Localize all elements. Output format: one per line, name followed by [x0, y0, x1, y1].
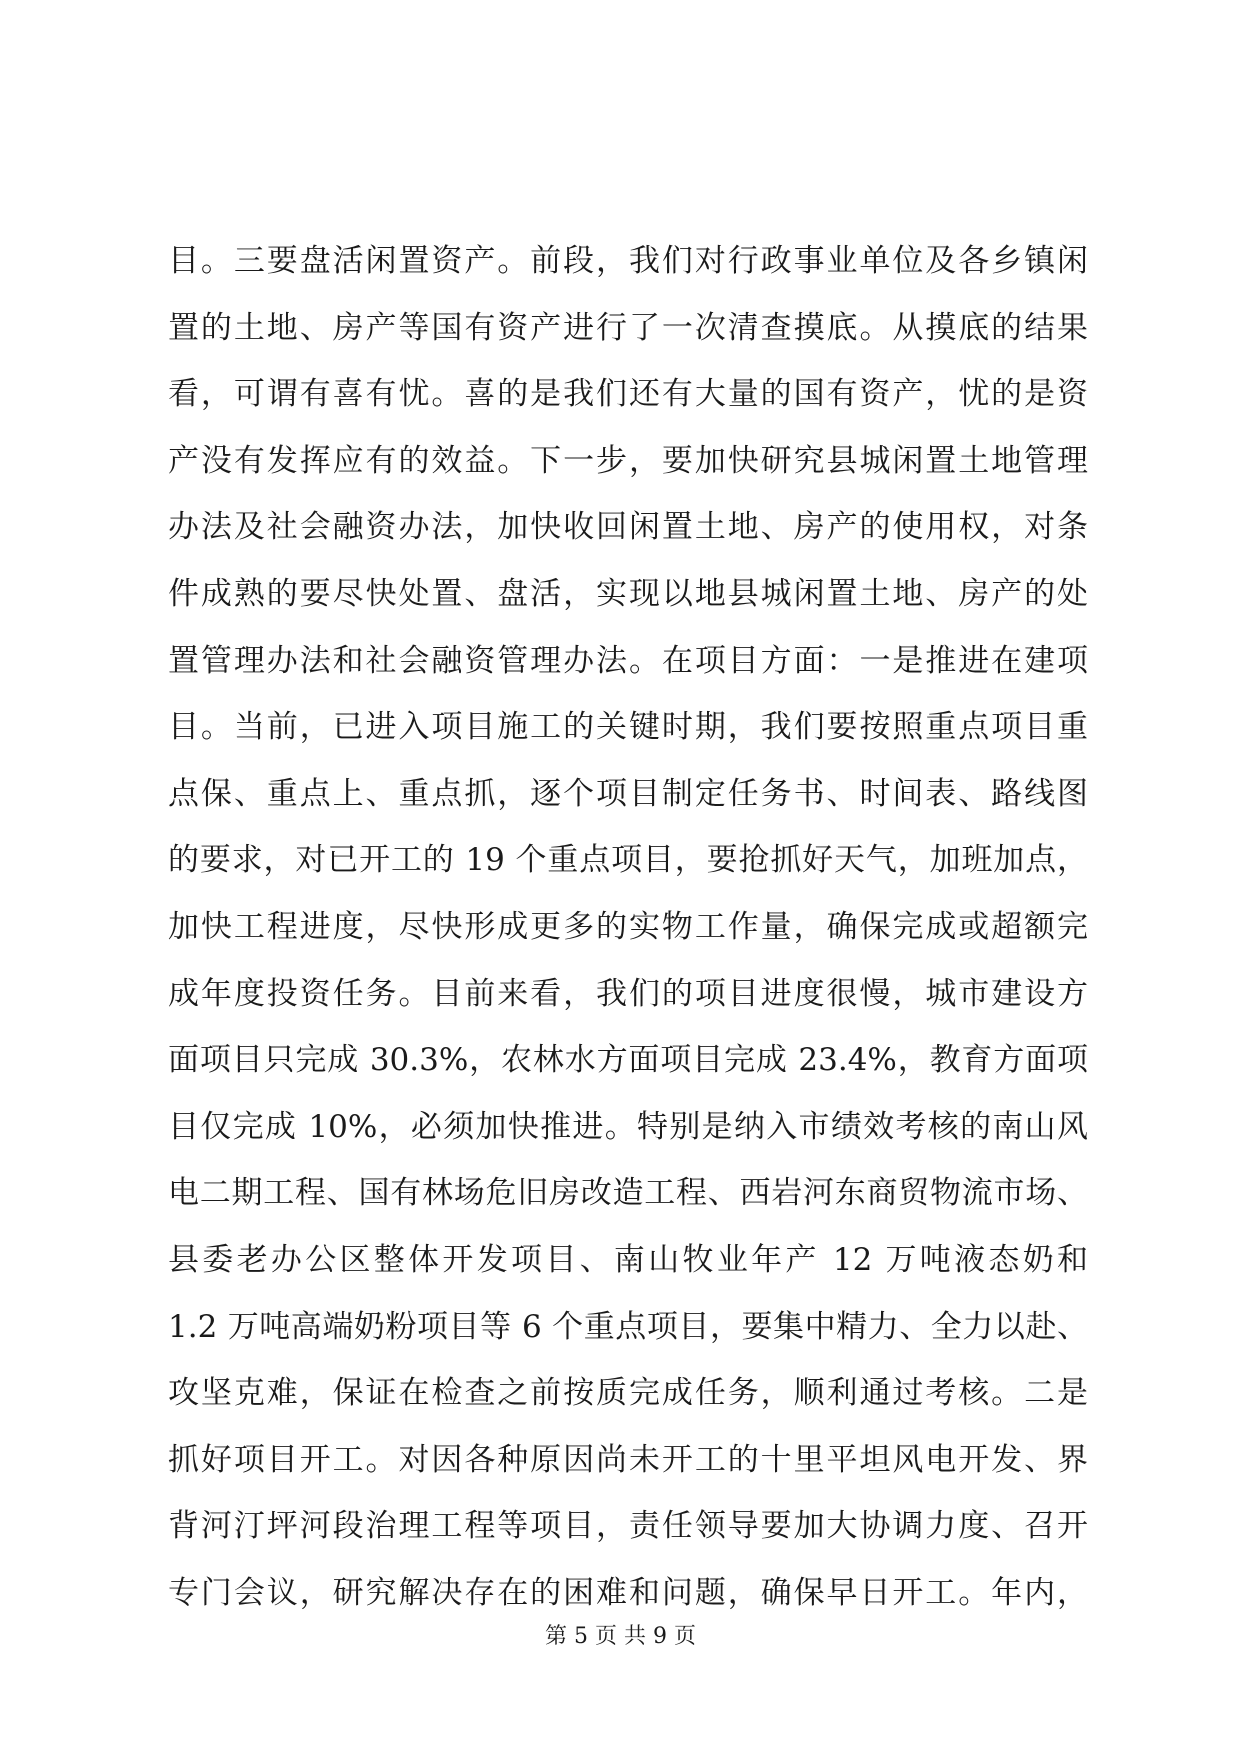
text-line: 目仅完成 10%，必须加快推进。特别是纳入市绩效考核的南山风: [168, 1108, 1088, 1145]
text-line: 看，可谓有喜有忧。喜的是我们还有大量的国有资产，忧的是资: [168, 376, 1088, 413]
text-line: 点保、重点上、重点抓，逐个项目制定任务书、时间表、路线图: [168, 775, 1088, 812]
text-line: 1.2 万吨高端奶粉项目等 6 个重点项目，要集中精力、全力以赴、: [168, 1308, 1088, 1345]
text-line: 面项目只完成 30.3%，农林水方面项目完成 23.4%，教育方面项: [168, 1042, 1088, 1079]
text-line: 办法及社会融资办法，加快收回闲置土地、房产的使用权，对条: [168, 509, 1088, 546]
text-line: 置的土地、房产等国有资产进行了一次清查摸底。从摸底的结果: [168, 309, 1088, 346]
page-number-footer: 第 5 页 共 9 页: [545, 1624, 696, 1649]
text-line: 电二期工程、国有林场危旧房改造工程、西岩河东商贸物流市场、: [168, 1175, 1088, 1212]
text-line: 抓好项目开工。对因各种原因尚未开工的十里平坦风电开发、界: [168, 1441, 1088, 1478]
text-line: 目。当前，已进入项目施工的关键时期，我们要按照重点项目重: [168, 709, 1088, 746]
text-line: 成年度投资任务。目前来看，我们的项目进度很慢，城市建设方: [168, 975, 1088, 1012]
text-line: 产没有发挥应有的效益。下一步，要加快研究县城闲置土地管理: [168, 442, 1088, 479]
text-line: 背河汀坪河段治理工程等项目，责任领导要加大协调力度、召开: [168, 1508, 1088, 1545]
text-line: 县委老办公区整体开发项目、南山牧业年产 12 万吨液态奶和: [168, 1241, 1088, 1278]
text-line: 专门会议，研究解决存在的困难和问题，确保早日开工。年内，: [168, 1574, 1088, 1611]
text-line: 攻坚克难，保证在检查之前按质完成任务，顺利通过考核。二是: [168, 1375, 1088, 1412]
text-line: 目。三要盘活闲置资产。前段，我们对行政事业单位及各乡镇闲: [168, 243, 1088, 279]
text-line: 的要求，对已开工的 19 个重点项目，要抢抓好天气，加班加点，: [168, 842, 1088, 879]
body-text: [168, 228, 1088, 1626]
text-line: 置管理办法和社会融资管理办法。在项目方面：一是推进在建项: [168, 642, 1088, 679]
text-line: 加快工程进度，尽快形成更多的实物工作量，确保完成或超额完: [168, 908, 1088, 945]
text-line: 件成熟的要尽快处置、盘活，实现以地县城闲置土地、房产的处: [168, 575, 1088, 612]
